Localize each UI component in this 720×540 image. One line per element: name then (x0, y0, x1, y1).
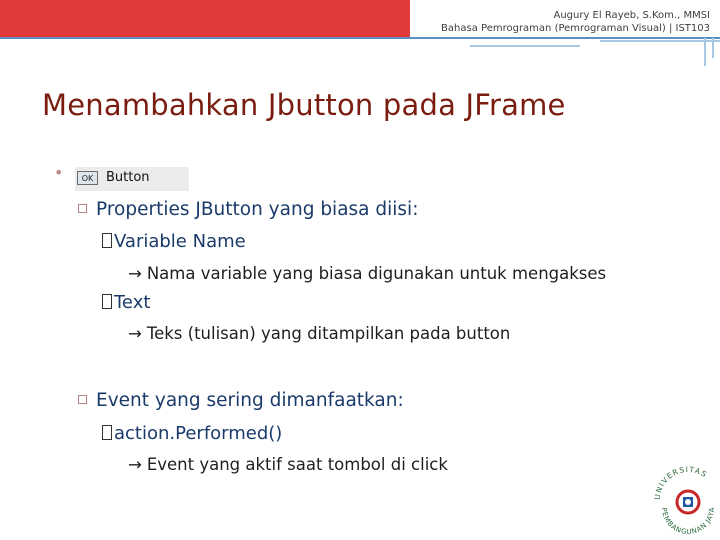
sub-list-item (102, 292, 150, 313)
decorative-rule (470, 45, 580, 47)
header-course: Bahasa Pemrograman (Pemrograman Visual) | IST103 (441, 23, 710, 34)
decorative-rule (704, 38, 706, 66)
sub-list-item (102, 231, 246, 252)
detail-text: Event yang aktif saat tombol di click (146, 455, 448, 474)
header-rule (0, 37, 720, 39)
square-bullet-icon (78, 395, 87, 404)
palette-item-label: Button (106, 170, 150, 185)
list-item (78, 390, 404, 411)
missing-glyph-icon (102, 425, 112, 440)
sub-list-item-text: Variable Name (114, 231, 246, 252)
decorative-rule (712, 38, 714, 58)
arrow-icon: → (128, 455, 142, 474)
list-item-text: Properties JButton yang biasa diisi: (96, 199, 419, 220)
list-item (78, 199, 418, 220)
svg-text:PEMBANGUNAN JAYA: PEMBANGUNAN JAYA (659, 506, 717, 537)
decorative-rule (600, 40, 720, 42)
ok-button-icon: OK (77, 171, 98, 185)
detail-text: Nama variable yang biasa digunakan untuk mengakses (146, 264, 607, 283)
header-author: Augury El Rayeb, S.Kom., MMSI (553, 10, 710, 21)
list-item-text: Event yang sering dimanfaatkan: (96, 390, 404, 411)
sub-list-item (102, 423, 282, 444)
detail-line (128, 455, 448, 474)
jbutton-palette-item (75, 167, 189, 191)
slide-title: Menambahkan Jbutton pada JFrame (42, 88, 566, 122)
detail-line (128, 324, 510, 343)
sub-list-item-text: Text (114, 292, 151, 313)
arrow-icon: → (128, 324, 142, 343)
missing-glyph-icon (102, 233, 112, 248)
university-logo (644, 456, 720, 540)
arrow-icon: → (128, 264, 142, 283)
bullet-icon: • (54, 163, 64, 182)
detail-line (128, 264, 606, 283)
detail-text: Teks (tulisan) yang ditampilkan pada button (146, 324, 511, 343)
sub-list-item-text: action.Performed() (114, 423, 283, 444)
missing-glyph-icon (102, 294, 112, 309)
square-bullet-icon (78, 204, 87, 213)
svg-text:UNIVERSITAS: UNIVERSITAS (652, 464, 710, 501)
